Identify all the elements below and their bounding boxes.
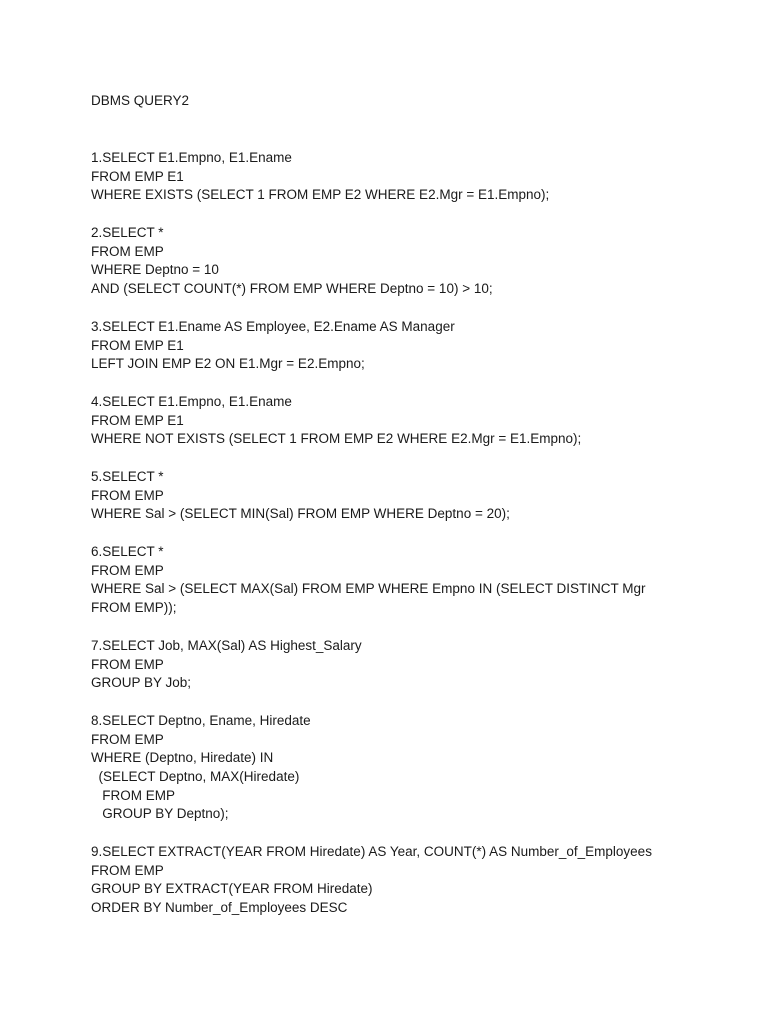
query-block-9 [91, 843, 751, 918]
query-block-1 [91, 149, 751, 205]
query-block-2 [91, 224, 751, 299]
query-line: 5.SELECT * [91, 469, 164, 484]
query-line: GROUP BY EXTRACT(YEAR FROM Hiredate) [91, 881, 373, 897]
query-line: WHERE (Deptno, Hiredate) IN [91, 750, 274, 766]
query-line: FROM EMP [91, 731, 164, 747]
document-title: DBMS QUERY2 [91, 93, 190, 108]
query-line: LEFT JOIN EMP E2 ON E1.Mgr = E2.Empno; [91, 356, 365, 372]
query-line: GROUP BY Deptno); [91, 806, 229, 822]
query-line: FROM EMP [91, 862, 164, 878]
query-line: 9.SELECT EXTRACT(YEAR FROM Hiredate) AS Year, COUNT(*) AS Number_of_Employees [91, 844, 652, 859]
query-line: FROM EMP [91, 487, 164, 503]
query-block-5 [91, 468, 751, 524]
query-line: WHERE NOT EXISTS (SELECT 1 FROM EMP E2 WHERE E2.Mgr = E1.Empno); [91, 431, 582, 447]
query-block-8 [91, 712, 751, 824]
query-block-7 [91, 637, 751, 693]
query-block-4 [91, 393, 751, 449]
query-line: (SELECT Deptno, MAX(Hiredate) [91, 769, 300, 785]
query-line: WHERE Sal > (SELECT MAX(Sal) FROM EMP WHERE Empno IN (SELECT DISTINCT Mgr [91, 581, 646, 597]
query-line: 8.SELECT Deptno, Ename, Hiredate [91, 713, 311, 728]
query-block-3 [91, 318, 751, 374]
query-line: WHERE EXISTS (SELECT 1 FROM EMP E2 WHERE E2.Mgr = E1.Empno); [91, 187, 550, 203]
query-line: WHERE Sal > (SELECT MIN(Sal) FROM EMP WHERE Deptno = 20); [91, 506, 510, 522]
query-line: 1.SELECT E1.Empno, E1.Ename [91, 150, 292, 165]
query-line: FROM EMP [91, 562, 164, 578]
query-line: 6.SELECT * [91, 544, 164, 559]
query-line: FROM EMP)); [91, 600, 177, 616]
query-line: FROM EMP [91, 656, 164, 672]
query-line: FROM EMP [91, 787, 175, 803]
query-line: 2.SELECT * [91, 225, 164, 240]
query-line: FROM EMP [91, 243, 164, 259]
query-line: 7.SELECT Job, MAX(Sal) AS Highest_Salary [91, 638, 362, 653]
query-line: GROUP BY Job; [91, 675, 192, 691]
query-line: ORDER BY Number_of_Employees DESC [91, 900, 348, 916]
query-line: 3.SELECT E1.Ename AS Employee, E2.Ename AS Manager [91, 319, 455, 334]
query-line: FROM EMP E1 [91, 168, 184, 184]
query-block-6 [91, 543, 751, 618]
query-line: FROM EMP E1 [91, 412, 184, 428]
query-line: FROM EMP E1 [91, 337, 184, 353]
query-line: AND (SELECT COUNT(*) FROM EMP WHERE Deptno = 10) > 10; [91, 281, 493, 297]
query-line: 4.SELECT E1.Empno, E1.Ename [91, 394, 292, 409]
query-line: WHERE Deptno = 10 [91, 262, 219, 278]
